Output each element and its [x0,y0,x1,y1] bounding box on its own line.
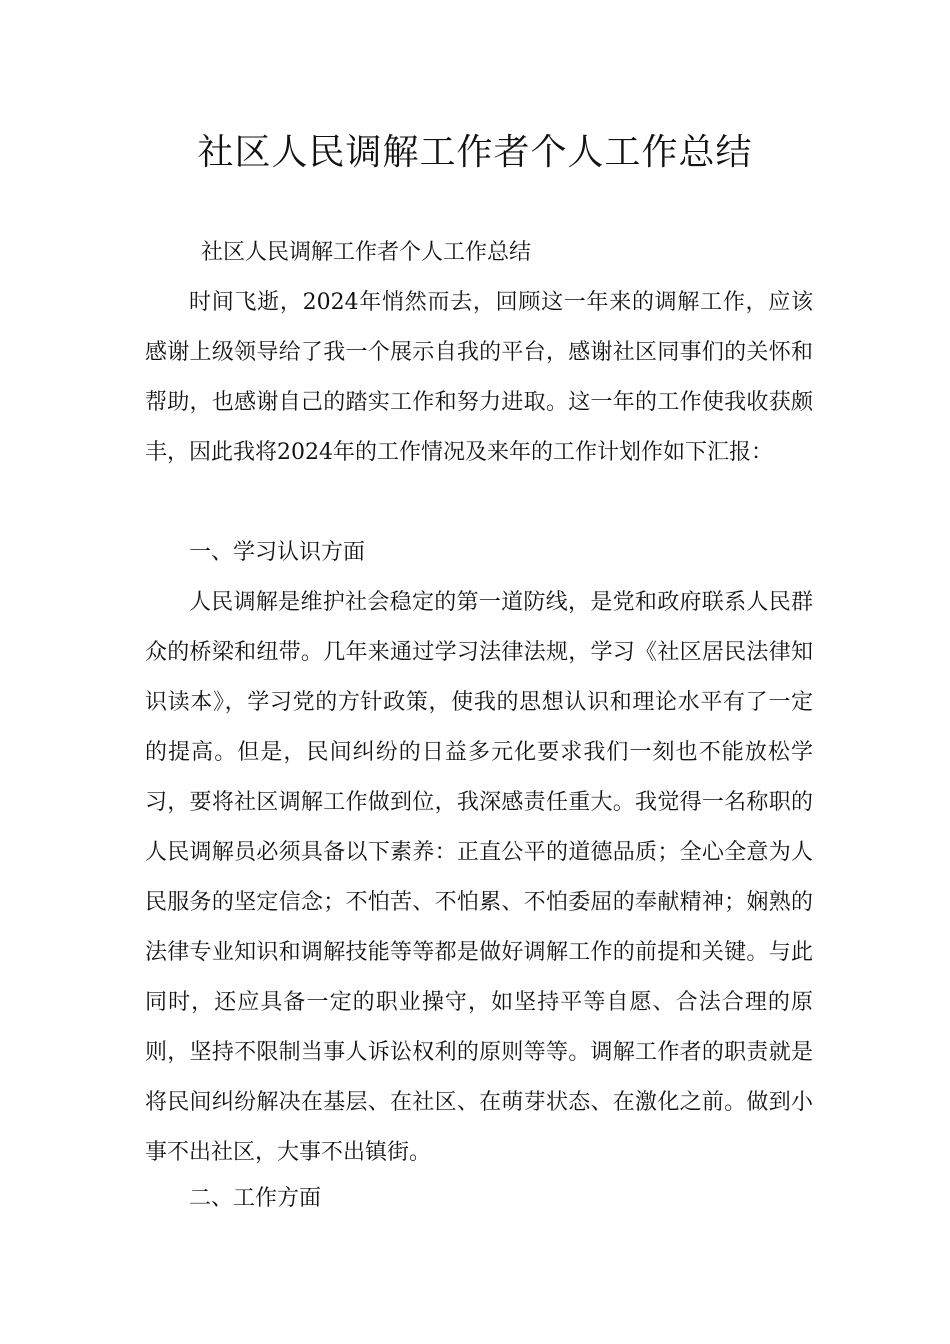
study-paragraph: 人民调解是维护社会稳定的第一道防线，是党和政府联系人民群众的桥梁和纽带。几年来通过学习法律法规，学习《社区居民法律知识读本》，学习党的方针政策，使我的思想认识和理论水平有了一定的提高。但是，民间纠纷的日益多元化要求我们一刻也不能放松学习，要将社区调解工作做到位，我深感责任重大。我觉得一名称职的人民调解员必须具备以下素养：正直公平的道德品质；全心全意为人民服务的坚定信念；不怕苦、不怕累、不怕委屈的奉献精神；娴熟的法律专业知识和调解技能等等都是做好调解工作的前提和关键。与此同时，还应具备一定的职业操守，如坚持平等自愿、合法合理的原则，坚持不限制当事人诉讼权利的原则等等。调解工作者的职责就是将民间纠纷解决在基层、在社区、在萌芽状态、在激化之前。做到小事不出社区，大事不出镇街。 [145,590,813,1165]
document-title: 社区人民调解工作者个人工作总结 [197,132,753,173]
section-heading-study: 一、学习认识方面 [189,540,366,565]
document-subtitle: 社区人民调解工作者个人工作总结 [201,240,532,265]
section-heading-work: 二、工作方面 [189,1186,322,1211]
intro-paragraph: 时间飞逝，2024年悄然而去，回顾这一年来的调解工作，应该感谢上级领导给了我一个展示自我的平台，感谢社区同事们的关怀和帮助，也感谢自己的踏实工作和努力进取。这一年的工作使我收获颇丰，因此我将2024年的工作情况及来年的工作计划作如下汇报： [145,290,813,465]
